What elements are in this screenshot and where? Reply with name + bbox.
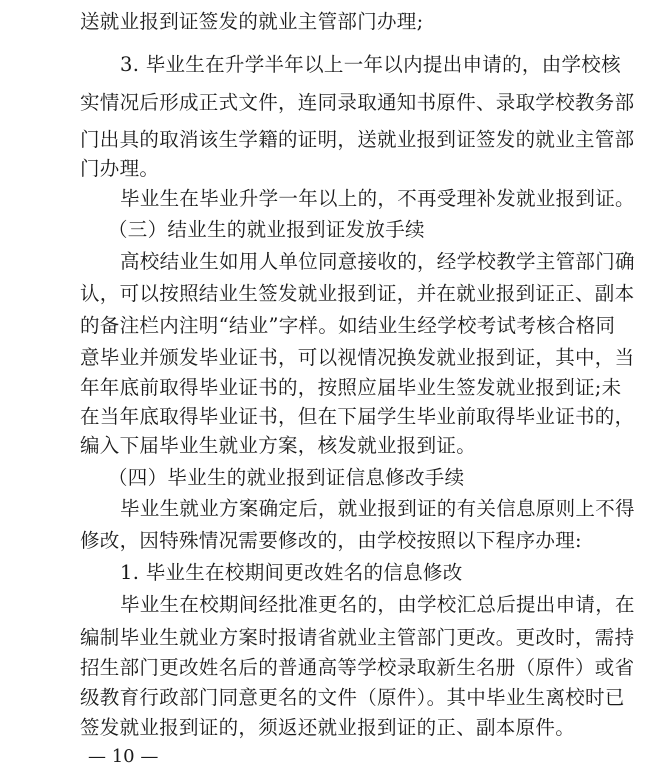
section-heading-4: （四）毕业生的就业报到证信息修改手续 (108, 466, 465, 489)
text-line-22: 级教育行政部门同意更名的文件（原件）。其中毕业生离校时已 (80, 686, 625, 709)
text-line-12: 年年底前取得毕业证书的，按照应届毕业生签发就业报到证;未 (80, 376, 622, 399)
text-line-13: 在当年底取得毕业证书，但在下届学生毕业前取得毕业证书的， (80, 405, 635, 428)
text-line-16: 毕业生就业方案确定后，就业报到证的有关信息原则上不得 (120, 497, 635, 520)
text-line-14: 编入下届毕业生就业方案，核发就业报到证。 (80, 434, 477, 457)
text-line-23: 签发就业报到证的，须返还就业报到证的正、副本原件。 (80, 716, 576, 739)
text-line-10: 的备注栏内注明“结业”字样。如结业生经学校考试考核合格同 (80, 314, 616, 337)
text-line-11: 意毕业并颁发毕业证书，可以视情况换发就业报到证，其中，当 (80, 346, 635, 369)
text-line-18: 1. 毕业生在校期间更改姓名的信息修改 (120, 561, 463, 584)
text-line-5: 门办理。 (80, 157, 160, 180)
text-line-1: 送就业报到证签发的就业主管部门办理; (80, 10, 424, 33)
text-line-4: 门出具的取消该生学籍的证明，送就业报到证签发的就业主管部 (80, 128, 635, 151)
text-line-3: 实情况后形成正式文件，连同录取通知书原件、录取学校教务部 (80, 91, 635, 114)
page-number: — 10 — (88, 746, 159, 767)
text-line-21: 招生部门更改姓名后的普通高等学校录取新生名册（原件）或省 (80, 656, 635, 679)
section-heading-3: （三）结业生的就业报到证发放手续 (108, 218, 425, 241)
text-line-2: 3. 毕业生在升学半年以上一年以内提出申请的，由学校核 (120, 53, 621, 76)
text-line-9: 认，可以按照结业生签发就业报到证，并在就业报到证正、副本 (80, 282, 635, 305)
text-line-19: 毕业生在校期间经批准更名的，由学校汇总后提出申请，在 (120, 593, 635, 616)
text-line-20: 编制毕业生就业方案时报请省就业主管部门更改。更改时，需持 (80, 626, 635, 649)
text-line-8: 高校结业生如用人单位同意接收的，经学校教学主管部门确 (120, 250, 635, 273)
text-line-17: 修改，因特殊情况需要修改的，由学校按照以下程序办理: (80, 529, 582, 552)
text-line-6: 毕业生在毕业升学一年以上的，不再受理补发就业报到证。 (120, 187, 635, 210)
